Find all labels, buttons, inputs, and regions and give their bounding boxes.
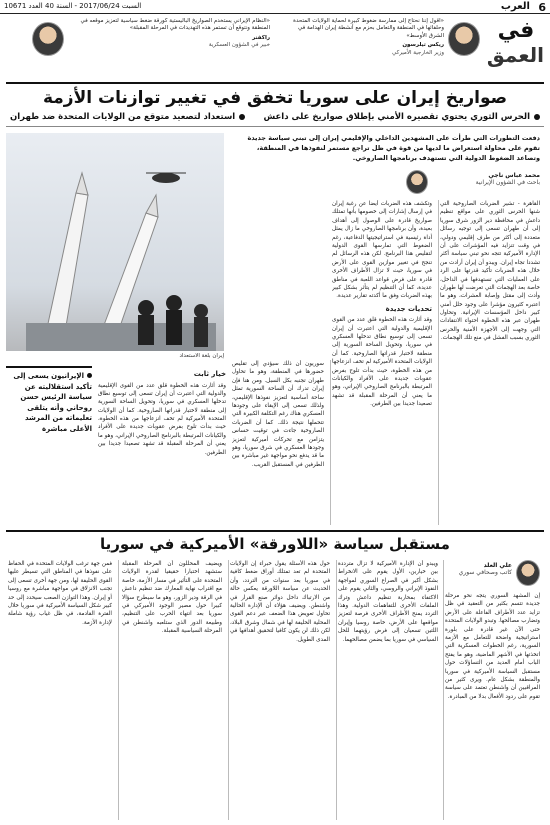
column-divider: [443, 560, 444, 820]
article-paragraph: وتكشف هذه الضربات أيضا عن رغبة إيران في إرسال إشارات إلى خصومها بأنها تمتلك صواريخ قادرة على الوصول إلى أهداف بعيدة، وأن برنامجها الصاروخي ما زال يمثل أداة رئيسية في استراتيجيتها الدفاعية، رغم الضغوط التي تمارسها القوى الدولية لتقليص هذا البرنامج. لكن هذه الرسائل لم تنجح في تغيير موازين القوى على الأرض في سوريا، حيث لا تزال الأطراف الأخرى قادرة على فرض قواعد اللعبة في مناطق عديدة، كما أن التنظيم لم يتأثر بشكل كبير بهذه الضربات وفق ما أكدته تقارير عديدة.: [332, 201, 432, 300]
article-paragraph: القاهرة - تشير الضربات الصاروخية التي شنها الحرس الثوري على مواقع تنظيم داعش في محافظة دير الزور شرق سوريا إلى أن طهران تسعى إلى توجيه رسائل متعددة إلى أكثر من طرف إقليمي ودولي، في وقت تتزايد فيه المؤشرات على أن الإدارة الأميركية تتجه نحو تبني سياسة أكثر تشددا تجاه إيران. ويبدو أن إيران أرادت من خلال هذه الضربات تأكيد قدرتها على الرد على العمليات التي تستهدفها في الداخل، خاصة بعد الهجمات التي تعرضت لها طهران وأدت إلى مقتل وإصابة العشرات، وهو ما اعتبره كثيرون مؤشرا على وجود خلل أمني كبير داخل المؤسسات الإيرانية. وتحاول طهران عبر هذه الخطوة احتواء الانتقادات التي وجهت إلى الأجهزة الأمنية والحرس الثوري بسبب الفشل في منع تلك الهجمات.: [440, 201, 540, 342]
subheadline-text: استعداد لتصعيد متوقع من الولايات المتحدة ضد طهران: [10, 112, 236, 122]
author-role: كاتب وصحافي سوري: [458, 569, 512, 576]
missile-photo: [6, 133, 224, 351]
article-paragraph: حول هذه الأسئلة يقول خبراء إن الولايات المتحدة لم تعد تمتلك أوراق ضغط كافية في سوريا بعد سنوات من التردد، وأن الحديث عن سياسة اللاورقة يعكس حالة من الارتباك داخل دوائر صنع القرار في واشنطن. ويضيف هؤلاء أن الإدارة الحالية تحاول تعويض هذا الضعف عبر دعم القوى المحلية الحليفة لها في شمال وشرق البلاد، لكن ذلك لن يكون كافيا لتحقيق أهدافها في المدى الطويل.: [230, 561, 330, 643]
missile-illustration: [6, 133, 224, 351]
column-divider: [438, 200, 439, 525]
divider: [6, 530, 544, 532]
article-subheadline: [10, 112, 245, 122]
page-number: 6: [538, 1, 546, 14]
author-name: محمد عباس ناجي: [488, 172, 540, 179]
quote-box: [70, 18, 270, 76]
avatar: [448, 22, 480, 56]
article-column: [440, 200, 540, 525]
article-paragraph: فمن جهة ترغب الولايات المتحدة في الحفاظ على نفوذها في المناطق التي تسيطر عليها القوى الحليفة لها، ومن جهة أخرى تسعى إلى تجنب الانزلاق في مواجهة مباشرة مع روسيا أو إيران. وهذا التوازن الصعب سيحدد إلى حد كبير شكل السياسة الأميركية في سوريا خلال الفترة القادمة، في ظل غياب رؤية شاملة لإدارة الأزمة.: [8, 561, 112, 626]
quote-author: راكفنر: [252, 34, 270, 41]
bullet-icon: [239, 114, 245, 120]
dateline: السبت 2017/06/24 - السنة 40 العدد 10671: [4, 2, 142, 10]
column-divider: [330, 360, 331, 525]
article-column: [338, 560, 438, 820]
subheadline-text: الحرس الثوري يحتوي تقصيره الأمني بإطلاق صواريخ على داعش: [263, 112, 530, 122]
quote-text: «النظام الإيراني يستخدم الصواريخ الباليستية كورقة ضغط سياسية لتعزيز موقعه في المنطقة ونتوقع أن تستمر هذه التهديدات في المرحلة المقبلة»: [80, 18, 270, 32]
quote-author-role: خبير في الشؤون العسكرية: [208, 42, 270, 49]
bullet-icon: [534, 114, 540, 120]
section-subheading: تحديات جديدة: [385, 304, 432, 313]
avatar: [32, 22, 64, 56]
article-headline: صواريخ إيران على سوريا تخفق في تغيير توازنات الأزمة: [42, 88, 508, 108]
article-lede: دفعت التطورات التي طرأت على المشهدين الداخلي والإقليمي إيران إلى تبني سياسة جديدة تقوم على محاولة استعراض ما لديها من قوة في ظل تراجع مستمر لنفوذها في المنطقة، وتصاعد الضغوط الدولية التي تستهدف برنامجها الصاروخي.: [247, 134, 540, 162]
author-name: علي العلد: [483, 562, 512, 569]
section-subheading: خيار ثابت: [193, 370, 226, 378]
article-byline: [430, 172, 540, 186]
column-divider: [118, 560, 119, 820]
section-logo-line1: في: [497, 18, 535, 43]
article-column: [122, 560, 222, 820]
column-divider: [228, 560, 229, 820]
quote-box: [284, 18, 444, 76]
article-column: [232, 360, 324, 525]
article-paragraph: وقد أثارت هذه الخطوة قلق عدد من القوى الإقليمية والدولية التي اعتبرت أن إيران تسعى إلى توسيع نطاق تدخلها العسكري في سوريا، وتحويل الساحة السورية إلى منطقة لاختبار قدراتها الصاروخية. كما أن الولايات المتحدة الأميركية لم تخف انزعاجها من هذه الخطوة، حيث بدأت تلوح بفرض عقوبات جديدة على الأفراد والكيانات المرتبطة بالبرنامج الصاروخي الإيراني، وهو ما يعني أن المرحلة المقبلة قد تشهد تصعيدا جديدا بين الطرفين.: [98, 382, 226, 456]
brand-name: العرب: [500, 1, 530, 12]
pull-quote-text: الإيرانيون يسعى إلى تأكيد استقلاليته عن سياسة الرئيس حسن روحاني وأنه يتلقى تعليماته من المرشد الأعلى مباشرة: [13, 372, 92, 433]
author-photo: [406, 170, 428, 194]
article-paragraph: وقد أثارت هذه الخطوة قلق عدد من القوى الإقليمية والدولية التي اعتبرت أن إيران تسعى إلى توسيع نطاق تدخلها العسكري في سوريا، وتحويل الساحة السورية إلى منطقة لاختبار قدراتها الصاروخية. كما أن الولايات المتحدة الأميركية لم تخف انزعاجها من هذه الخطوة، حيث بدأت تلوح بفرض عقوبات جديدة على الأفراد والكيانات المرتبطة بالبرنامج الصاروخي الإيراني، وهو ما يعني أن المرحلة المقبلة قد تشهد تصعيدا جديدا بين الطرفين.: [332, 317, 432, 408]
photo-caption: إيران بلغة الاستعداد: [179, 353, 224, 359]
quote-author-role: وزير الخارجية الأميركي: [392, 49, 444, 56]
section-logo: [488, 18, 544, 67]
article-byline: [432, 562, 512, 576]
quote-author: ريكس تيلرسون: [402, 42, 444, 49]
author-photo: [516, 560, 540, 586]
divider: [6, 82, 544, 84]
article-column: [332, 200, 432, 525]
article-column: [445, 592, 540, 820]
article-paragraph: إن المشهد السوري يتجه نحو مرحلة جديدة تتسم بكثير من التعقيد في ظل تزايد عدد الأطراف الفاعلة على الأرض وتضارب مصالحها. وتبدو الولايات المتحدة حتى الآن غير قادرة على بلورة استراتيجية واضحة للتعامل مع الأزمة السورية، رغم الخطوات العسكرية التي اتخذتها في الأشهر الماضية، وهو ما يفتح الباب أمام العديد من التساؤلات حول مستقبل السياسة الأميركية في سوريا والمنطقة بشكل عام. ويرى كثير من المراقبين أن واشنطن تعتمد على سياسة تقوم على ردود الأفعال بدلا من المبادرة.: [445, 593, 540, 700]
article-column: [230, 560, 330, 820]
article-headline: مستقبل سياسة «اللاورقة» الأميركية في سوريا: [100, 535, 450, 553]
article-paragraph: ويبدو أن الإدارة الأميركية لا تزال مترددة بين خيارين، الأول يقوم على الانخراط بشكل أكبر في الصراع السوري لمواجهة النفوذ الإيراني والروسي، والثاني يقوم على الاكتفاء بمحاربة تنظيم داعش وترك الملفات الأخرى للتفاهمات الدولية. وهذا التردد يمنح الأطراف الأخرى فرصة لتعزيز مواقعها على الأرض، خاصة روسيا وإيران اللتين تسعيان إلى فرض رؤيتهما للحل السياسي في سوريا بما يضمن مصالحهما.: [338, 561, 438, 643]
article-column: [98, 366, 226, 525]
article-column: [8, 560, 112, 820]
divider: [6, 126, 544, 127]
author-role: باحث في الشؤون الإيرانية: [475, 179, 540, 186]
quote-text: «أقول إننا نحتاج إلى ممارسة ضغوط كبيرة لحماية الولايات المتحدة وحلفائها في المنطقة والتعامل بحزم مع أنشطة إيران الهدامة في الشرق الأوسط»: [293, 18, 444, 39]
article-paragraph: سوريون أن ذلك سيؤدي إلى تقليص حضورها في المنطقة، وهو ما تحاول طهران تجنبه بكل السبل. ومن هنا فإن إيران تدرك أن الساحة السورية تمثل ساحة أساسية لتعزيز نفوذها الإقليمي، ولذلك تسعى إلى الإبقاء على وجودها العسكري هناك رغم التكلفة الكبيرة التي تتحملها نتيجة ذلك. كما أن الضربات الصاروخية جاءت في توقيت حساس يتزامن مع تحركات أميركية لتعزيز وجودها العسكري في شرق سوريا، وهو ما قد يدفع نحو مواجهة غير مباشرة بين الطرفين في المستقبل القريب.: [232, 361, 324, 468]
pull-quote: [6, 366, 92, 434]
section-logo-line2: العمق: [486, 43, 544, 67]
page-header: [0, 0, 550, 14]
bullet-icon: [87, 373, 92, 378]
column-divider: [336, 560, 337, 820]
article-paragraph: ويضيف المحللون أن المرحلة المقبلة ستشهد اختبارا حقيقيا لقدرة الولايات المتحدة على التأثير في مسار الأزمة، خاصة مع اقتراب نهاية المعارك ضد تنظيم داعش في الرقة ودير الزور، وهو ما سيطرح سؤالا كبيرا حول مصير الوجود الأميركي في سوريا بعد انتهاء الحرب على التنظيم، وطبيعة الدور الذي ستلعبه واشنطن في المرحلة السياسية المقبلة.: [122, 561, 222, 635]
